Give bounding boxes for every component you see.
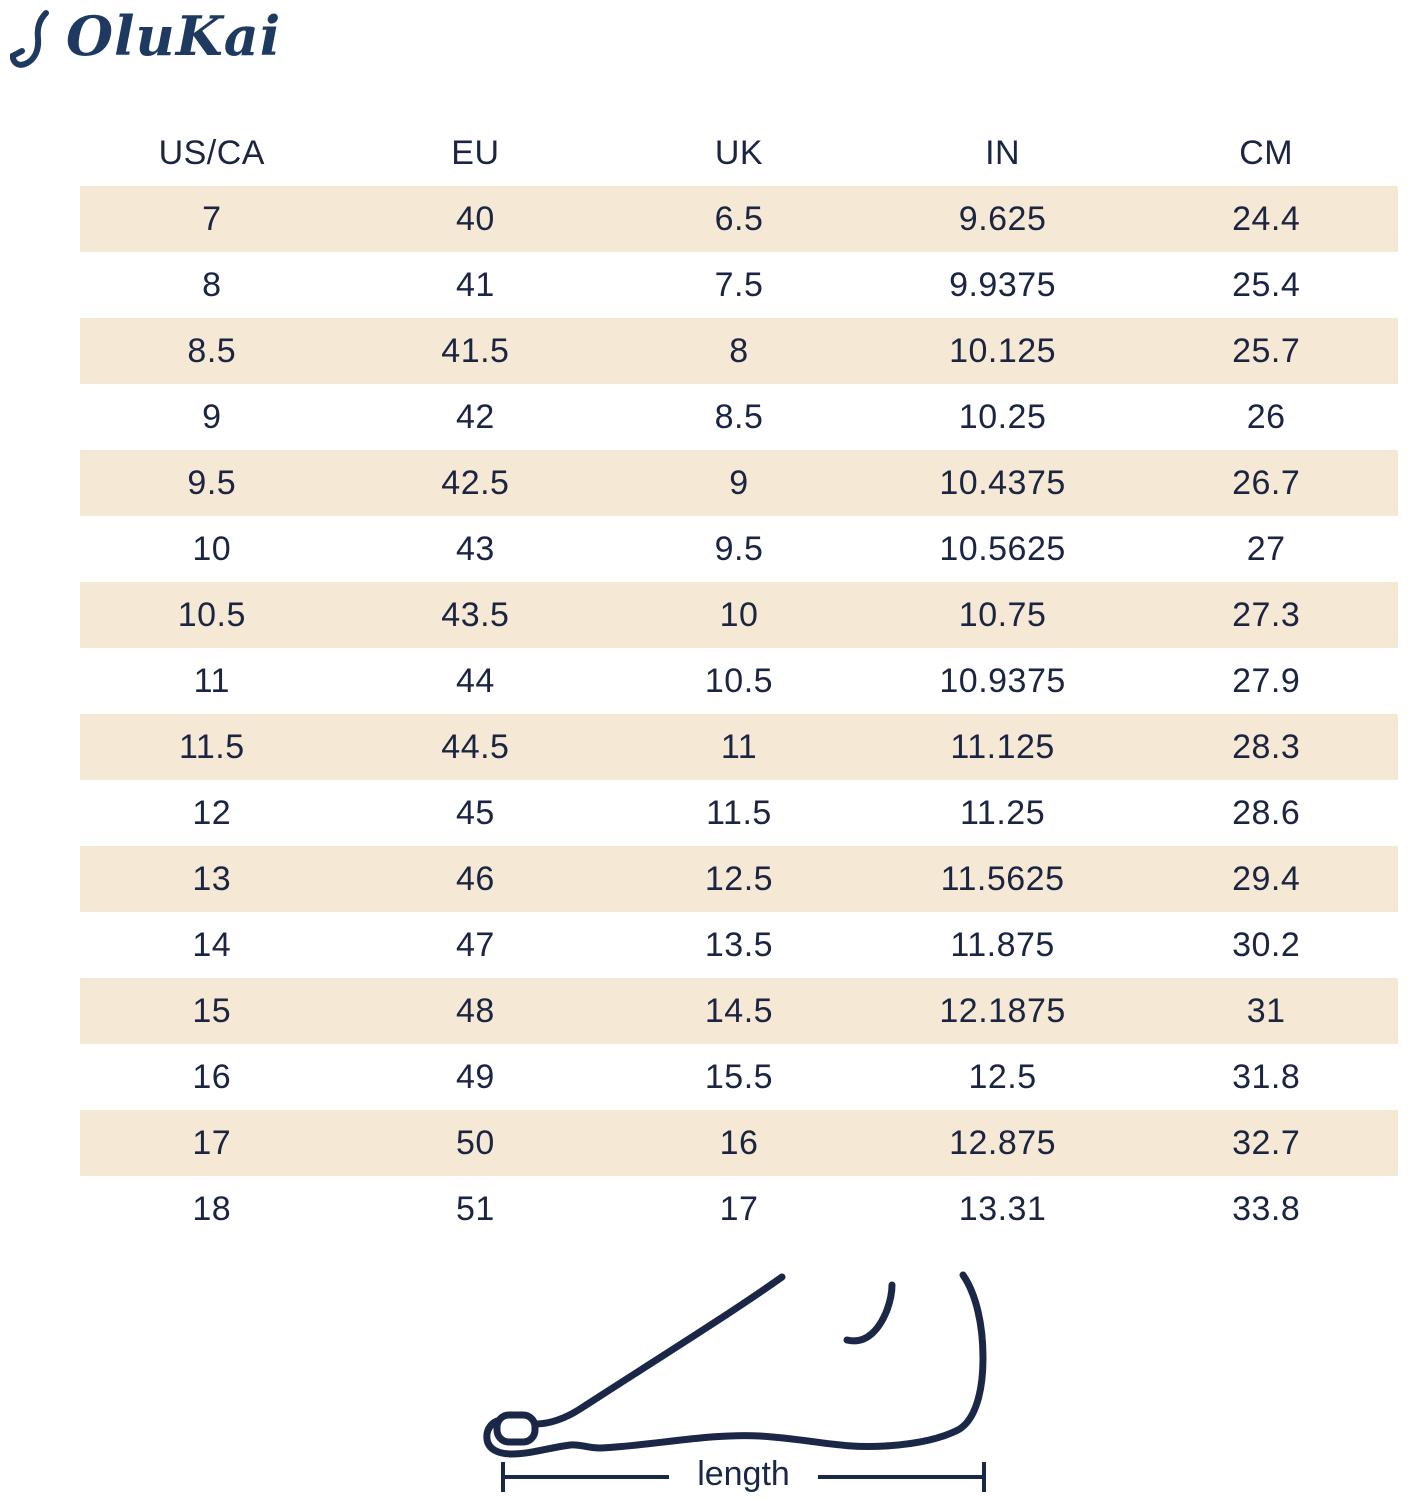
size-cell: 44.5	[441, 727, 510, 766]
size-cell: 12	[192, 793, 232, 832]
size-cell: 42	[455, 397, 495, 436]
foot-illustration	[430, 1252, 1030, 1462]
size-cell: 27	[1246, 529, 1286, 568]
size-cell: 44	[455, 661, 495, 700]
table-row	[80, 1110, 1398, 1176]
table-row	[80, 780, 1398, 846]
size-cell: 13.31	[958, 1189, 1047, 1228]
table-row	[80, 516, 1398, 582]
size-cell: 12.5	[968, 1057, 1037, 1096]
size-cell: 17	[719, 1189, 759, 1228]
brand-name: OluKai	[66, 4, 282, 68]
size-cell: 24.4	[1232, 199, 1301, 238]
size-cell: 10.9375	[939, 661, 1066, 700]
size-cell: 15	[192, 991, 232, 1030]
size-cell: 25.7	[1232, 331, 1301, 370]
size-cell: 8.5	[714, 397, 764, 436]
table-row	[80, 912, 1398, 978]
size-cell: 27.9	[1232, 661, 1301, 700]
size-cell: 11.5	[706, 793, 772, 832]
size-cell: 18	[192, 1189, 232, 1228]
size-cell: 10	[719, 595, 759, 634]
size-cell: 10.75	[958, 595, 1047, 634]
size-cell: 31	[1246, 991, 1286, 1030]
size-cell: 8.5	[187, 331, 237, 370]
size-cell: 9.5	[714, 529, 764, 568]
size-cell: 9.625	[958, 199, 1047, 238]
size-cell: 33.8	[1232, 1189, 1301, 1228]
size-cell: 10.125	[949, 331, 1057, 370]
size-cell: 50	[455, 1123, 495, 1162]
size-cell: 10.25	[958, 397, 1047, 436]
column-header: US/CA	[158, 133, 265, 172]
size-cell: 30.2	[1232, 925, 1301, 964]
size-cell: 11	[193, 661, 230, 700]
foot-length-diagram	[0, 1242, 1408, 1500]
size-cell: 31.8	[1232, 1057, 1301, 1096]
length-measure-line	[501, 1455, 986, 1494]
size-cell: 11.25	[960, 793, 1046, 832]
size-cell: 16	[192, 1057, 232, 1096]
olukai-logo	[0, 0, 1408, 70]
size-cell: 25.4	[1232, 265, 1301, 304]
size-cell: 10.5625	[939, 529, 1066, 568]
size-cell: 6.5	[714, 199, 764, 238]
size-cell: 51	[455, 1189, 495, 1228]
table-row	[80, 648, 1398, 714]
table-row	[80, 318, 1398, 384]
size-cell: 10.5	[177, 595, 246, 634]
table-row	[80, 846, 1398, 912]
size-cell: 11.5	[178, 727, 245, 766]
size-cell: 17	[192, 1123, 232, 1162]
size-cell: 10.4375	[939, 463, 1066, 502]
size-cell: 49	[455, 1057, 495, 1096]
size-chart-table	[80, 120, 1398, 1242]
table-row	[80, 186, 1398, 252]
size-cell: 9.9375	[949, 265, 1057, 304]
table-row	[80, 714, 1398, 780]
table-row	[80, 1044, 1398, 1110]
size-cell: 16	[719, 1123, 759, 1162]
size-cell: 41	[455, 265, 495, 304]
size-cell: 14	[192, 925, 232, 964]
size-cell: 26	[1246, 397, 1286, 436]
size-cell: 45	[455, 793, 495, 832]
measure-segment-left	[505, 1475, 669, 1479]
size-cell: 32.7	[1232, 1123, 1301, 1162]
size-cell: 47	[455, 925, 495, 964]
table-row	[80, 1176, 1398, 1242]
fishhook-icon	[10, 10, 64, 74]
size-cell: 12.1875	[939, 991, 1066, 1030]
table-row	[80, 978, 1398, 1044]
size-cell: 27.3	[1232, 595, 1301, 634]
size-cell: 28.3	[1232, 727, 1301, 766]
size-cell: 7	[202, 199, 222, 238]
size-cell: 43	[455, 529, 495, 568]
size-cell: 41.5	[441, 331, 510, 370]
size-cell: 9.5	[187, 463, 237, 502]
size-cell: 14.5	[704, 991, 774, 1030]
size-cell: 8	[202, 265, 222, 304]
size-cell: 15.5	[704, 1057, 774, 1096]
size-cell: 7.5	[714, 265, 764, 304]
size-cell: 9	[202, 397, 222, 436]
size-cell: 40	[455, 199, 495, 238]
table-row	[80, 450, 1398, 516]
size-cell: 12.875	[949, 1123, 1057, 1162]
table-body	[80, 186, 1398, 1242]
size-cell: 48	[455, 991, 495, 1030]
size-cell: 29.4	[1232, 859, 1301, 898]
size-cell: 10.5	[704, 661, 774, 700]
column-header: UK	[714, 133, 764, 172]
size-cell: 43.5	[441, 595, 510, 634]
measure-cap-right	[982, 1462, 986, 1492]
column-header: EU	[451, 133, 500, 172]
size-cell: 12.5	[704, 859, 774, 898]
length-label: length	[697, 1455, 790, 1493]
size-cell: 10	[192, 529, 232, 568]
table-row	[80, 252, 1398, 318]
header-row	[80, 120, 1398, 186]
size-cell: 8	[729, 331, 749, 370]
column-header: CM	[1239, 133, 1294, 172]
size-cell: 11	[720, 727, 758, 766]
size-cell: 13	[192, 859, 232, 898]
size-cell: 42.5	[441, 463, 510, 502]
size-cell: 28.6	[1232, 793, 1301, 832]
size-cell: 26.7	[1232, 463, 1301, 502]
measure-segment-right	[818, 1475, 982, 1479]
size-cell: 11.125	[950, 727, 1055, 766]
table-row	[80, 384, 1398, 450]
column-header: IN	[985, 133, 1021, 172]
size-cell: 11.875	[950, 925, 1055, 964]
size-cell: 9	[729, 463, 749, 502]
size-cell: 11.5625	[940, 859, 1065, 898]
size-cell: 46	[455, 859, 495, 898]
table-row	[80, 582, 1398, 648]
size-cell: 13.5	[704, 925, 774, 964]
